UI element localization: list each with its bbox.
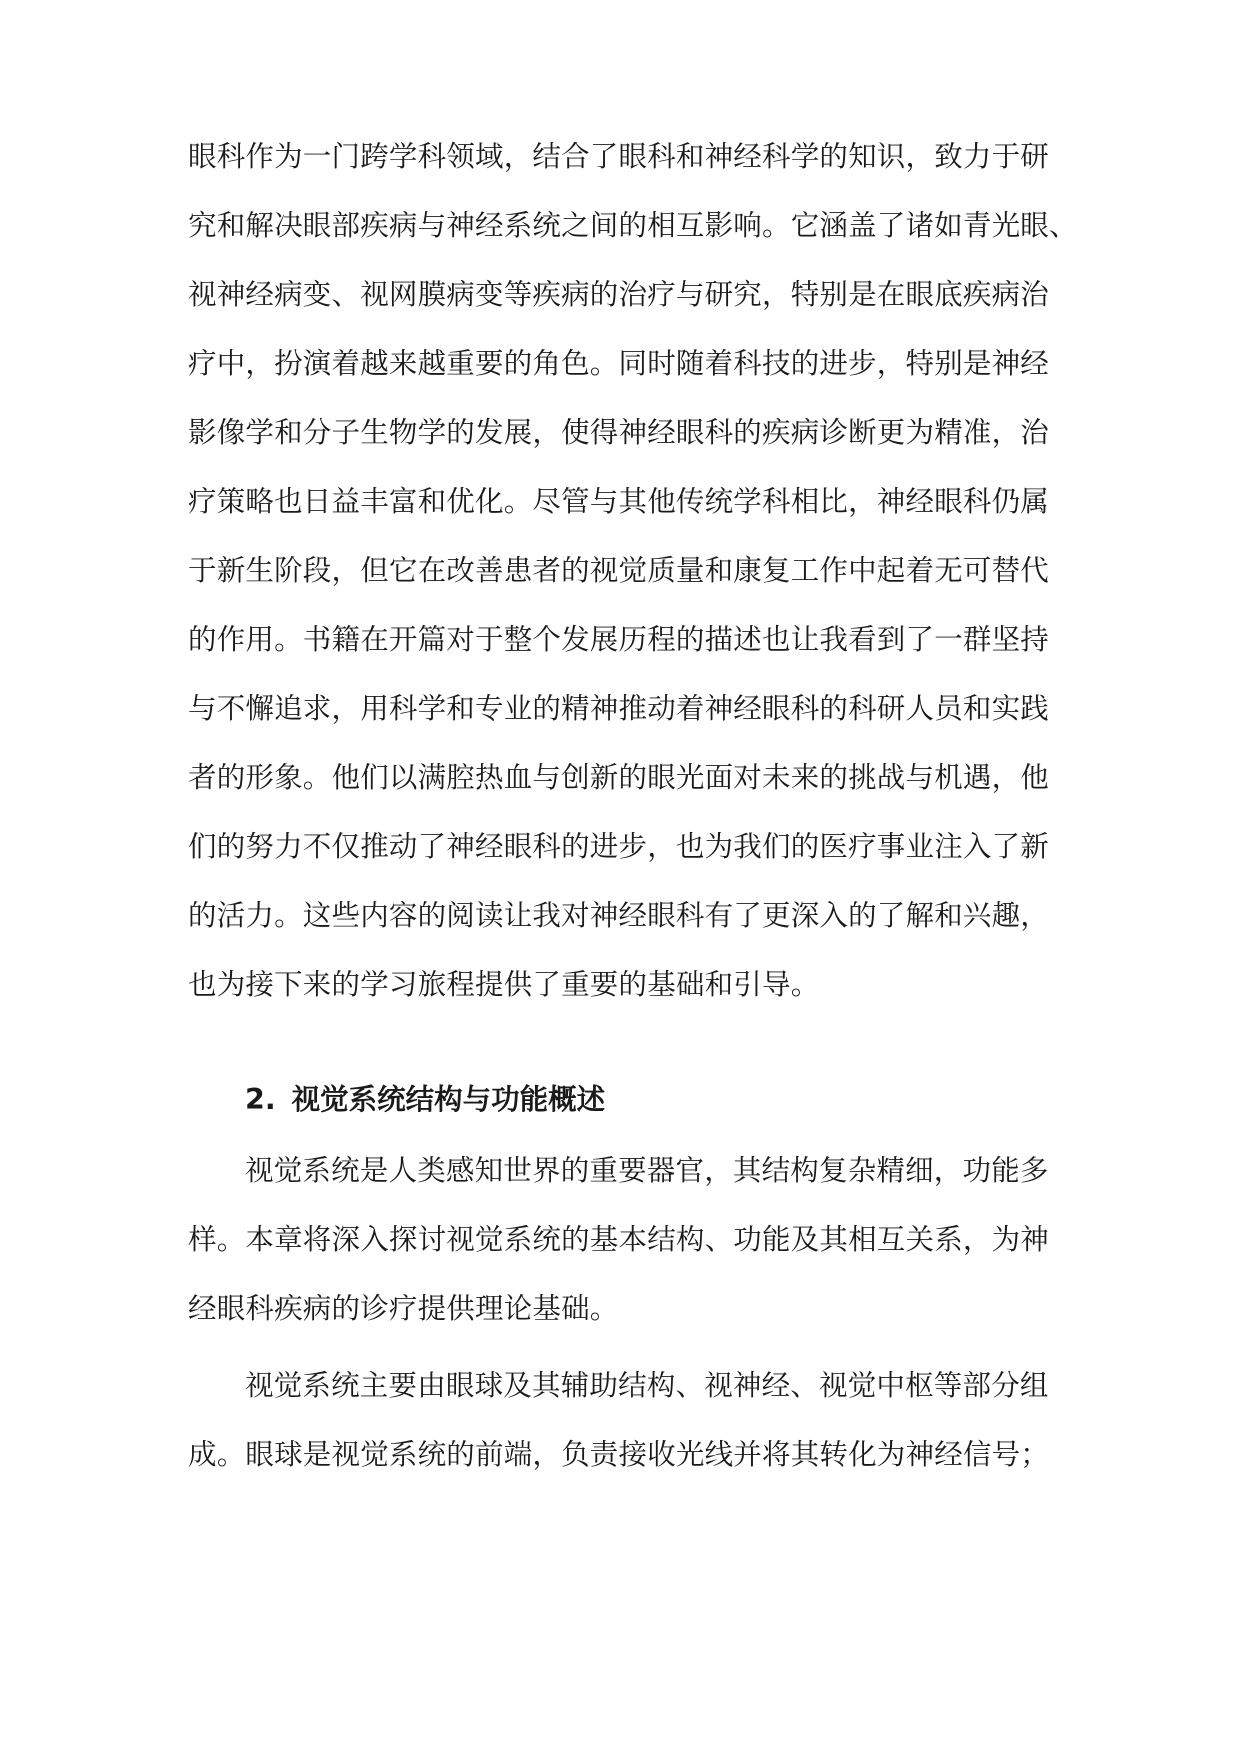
- text-line: 与不懈追求，用科学和专业的精神推动着神经眼科的科研人员和实践: [188, 692, 1050, 725]
- text-line: 视神经病变、视网膜病变等疾病的治疗与研究，特别是在眼底疾病治: [188, 278, 1050, 311]
- text-line: 也为接下来的学习旅程提供了重要的基础和引导。: [188, 968, 820, 1001]
- text-line: 疗中，扮演着越来越重要的角色。同时随着科技的进步，特别是神经: [188, 347, 1050, 380]
- text-line: 视觉系统是人类感知世界的重要器官，其结构复杂精细，功能多: [245, 1154, 1049, 1187]
- text-line: 经眼科疾病的诊疗提供理论基础。: [188, 1292, 619, 1325]
- text-line: 的活力。这些内容的阅读让我对神经眼科有了更深入的了解和兴趣，: [188, 899, 1050, 932]
- text-line: 于新生阶段，但它在改善患者的视觉质量和康复工作中起着无可替代: [188, 554, 1050, 587]
- section-number: 2.: [245, 1083, 276, 1116]
- text-line: 影像学和分子生物学的发展，使得神经眼科的疾病诊断更为精准，治: [188, 416, 1050, 449]
- text-line: 视觉系统主要由眼球及其辅助结构、视神经、视觉中枢等部分组: [245, 1369, 1049, 1402]
- text-line: 究和解决眼部疾病与神经系统之间的相互影响。它涵盖了诸如青光眼、: [188, 209, 1078, 242]
- text-line: 成。眼球是视觉系统的前端，负责接收光线并将其转化为神经信号；: [188, 1438, 1050, 1471]
- section-heading: [245, 1080, 605, 1120]
- text-line: 的作用。书籍在开篇对于整个发展历程的描述也让我看到了一群坚持: [188, 623, 1050, 656]
- text-line: 疗策略也日益丰富和优化。尽管与其他传统学科相比，神经眼科仍属: [188, 485, 1050, 518]
- section-title: 视觉系统结构与功能概述: [291, 1083, 606, 1116]
- text-line: 眼科作为一门跨学科领域，结合了眼科和神经科学的知识，致力于研: [188, 140, 1050, 173]
- text-line: 样。本章将深入探讨视觉系统的基本结构、功能及其相互关系，为神: [188, 1223, 1050, 1256]
- text-line: 者的形象。他们以满腔热血与创新的眼光面对未来的挑战与机遇，他: [188, 761, 1050, 794]
- text-line: 们的努力不仅推动了神经眼科的进步，也为我们的医疗事业注入了新: [188, 830, 1050, 863]
